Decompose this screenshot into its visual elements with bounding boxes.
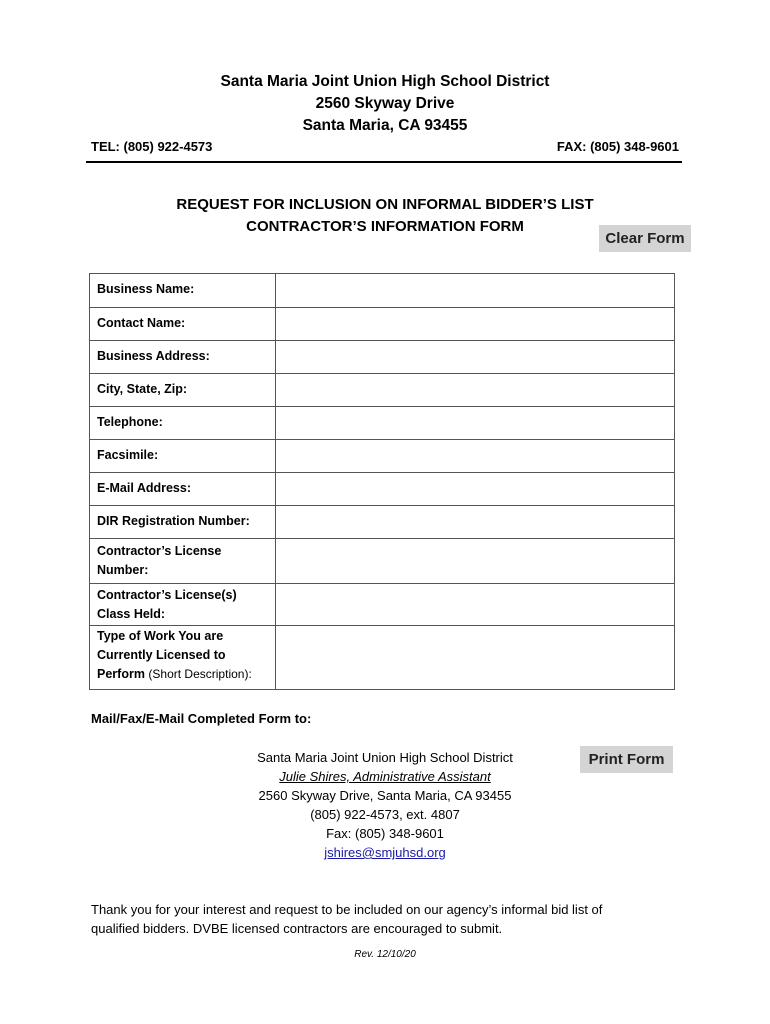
license-class-label: Contractor’s License(s) Class Held: (90, 584, 276, 626)
license-class-cell (276, 584, 675, 626)
table-row (90, 473, 675, 506)
district-name: Santa Maria Joint Union High School District (220, 73, 550, 90)
header-divider (86, 161, 682, 163)
dir-number-cell (276, 506, 675, 539)
district-street: 2560 Skyway Drive (315, 95, 455, 112)
mail-fax: Fax: (805) 348-9601 (326, 826, 444, 841)
district-city: Santa Maria, CA 93455 (302, 117, 468, 134)
telephone-header: TEL: (805) 922-4573 (91, 139, 213, 154)
business-address-field[interactable] (276, 341, 674, 373)
form-title-line2: CONTRACTOR’S INFORMATION FORM (246, 218, 524, 235)
dir-number-label: DIR Registration Number: (90, 506, 276, 539)
revision-date: Rev. 12/10/20 (354, 949, 416, 960)
business-address-label: Business Address: (90, 341, 276, 374)
business-name-cell (276, 274, 675, 308)
print-form-button[interactable]: Print Form (580, 746, 673, 773)
mail-phone: (805) 922-4573, ext. 4807 (310, 807, 460, 822)
table-row (90, 341, 675, 374)
table-row (90, 407, 675, 440)
table-row (90, 308, 675, 341)
business-name-label: Business Name: (90, 274, 276, 308)
mail-contact-name: Julie Shires, Administrative Assistant (279, 769, 491, 784)
facsimile-label: Facsimile: (90, 440, 276, 473)
dir-number-field[interactable] (276, 506, 674, 538)
contact-name-label: Contact Name: (90, 308, 276, 341)
business-address-cell (276, 341, 675, 374)
mail-to-heading: Mail/Fax/E-Mail Completed Form to: (91, 711, 312, 726)
thank-you-line1: Thank you for your interest and request to be included on our agency’s informal bid list of (91, 902, 603, 917)
email-cell (276, 473, 675, 506)
contact-name-cell (276, 308, 675, 341)
work-type-field[interactable] (276, 626, 674, 689)
license-number-cell (276, 539, 675, 584)
telephone-field[interactable] (276, 407, 674, 439)
city-state-zip-cell (276, 374, 675, 407)
fax-header: FAX: (805) 348-9601 (556, 139, 679, 154)
work-type-cell (276, 626, 675, 690)
table-row (90, 584, 675, 626)
table-row (90, 626, 675, 690)
table-row (90, 374, 675, 407)
form-title-line1: REQUEST FOR INCLUSION ON INFORMAL BIDDER’S LIST (176, 196, 594, 213)
thank-you-line2: qualified bidders. DVBE licensed contractors are encouraged to submit. (91, 921, 503, 936)
table-row (90, 539, 675, 584)
city-state-zip-field[interactable] (276, 374, 674, 406)
work-type-label: Type of Work You are Currently Licensed to Perform (Short Description): (90, 626, 276, 690)
license-number-field[interactable] (276, 539, 674, 583)
thank-you-note (91, 900, 681, 938)
license-number-label: Contractor’s License Number: (90, 539, 276, 584)
license-class-field[interactable] (276, 584, 674, 625)
table-row (90, 506, 675, 539)
contact-name-field[interactable] (276, 308, 674, 340)
city-state-zip-label: City, State, Zip: (90, 374, 276, 407)
clear-form-button[interactable]: Clear Form (599, 225, 691, 252)
facsimile-field[interactable] (276, 440, 674, 472)
business-name-field[interactable] (276, 274, 674, 307)
facsimile-cell (276, 440, 675, 473)
telephone-label: Telephone: (90, 407, 276, 440)
table-row (90, 274, 675, 308)
telephone-cell (276, 407, 675, 440)
mail-district: Santa Maria Joint Union High School District (257, 750, 513, 765)
email-link[interactable]: jshires@smjuhsd.org (324, 845, 446, 860)
email-field[interactable] (276, 473, 674, 505)
mail-address: 2560 Skyway Drive, Santa Maria, CA 93455 (258, 788, 512, 803)
contractor-info-table (89, 273, 675, 690)
email-label: E-Mail Address: (90, 473, 276, 506)
mail-email-line (0, 845, 770, 860)
table-row (90, 440, 675, 473)
